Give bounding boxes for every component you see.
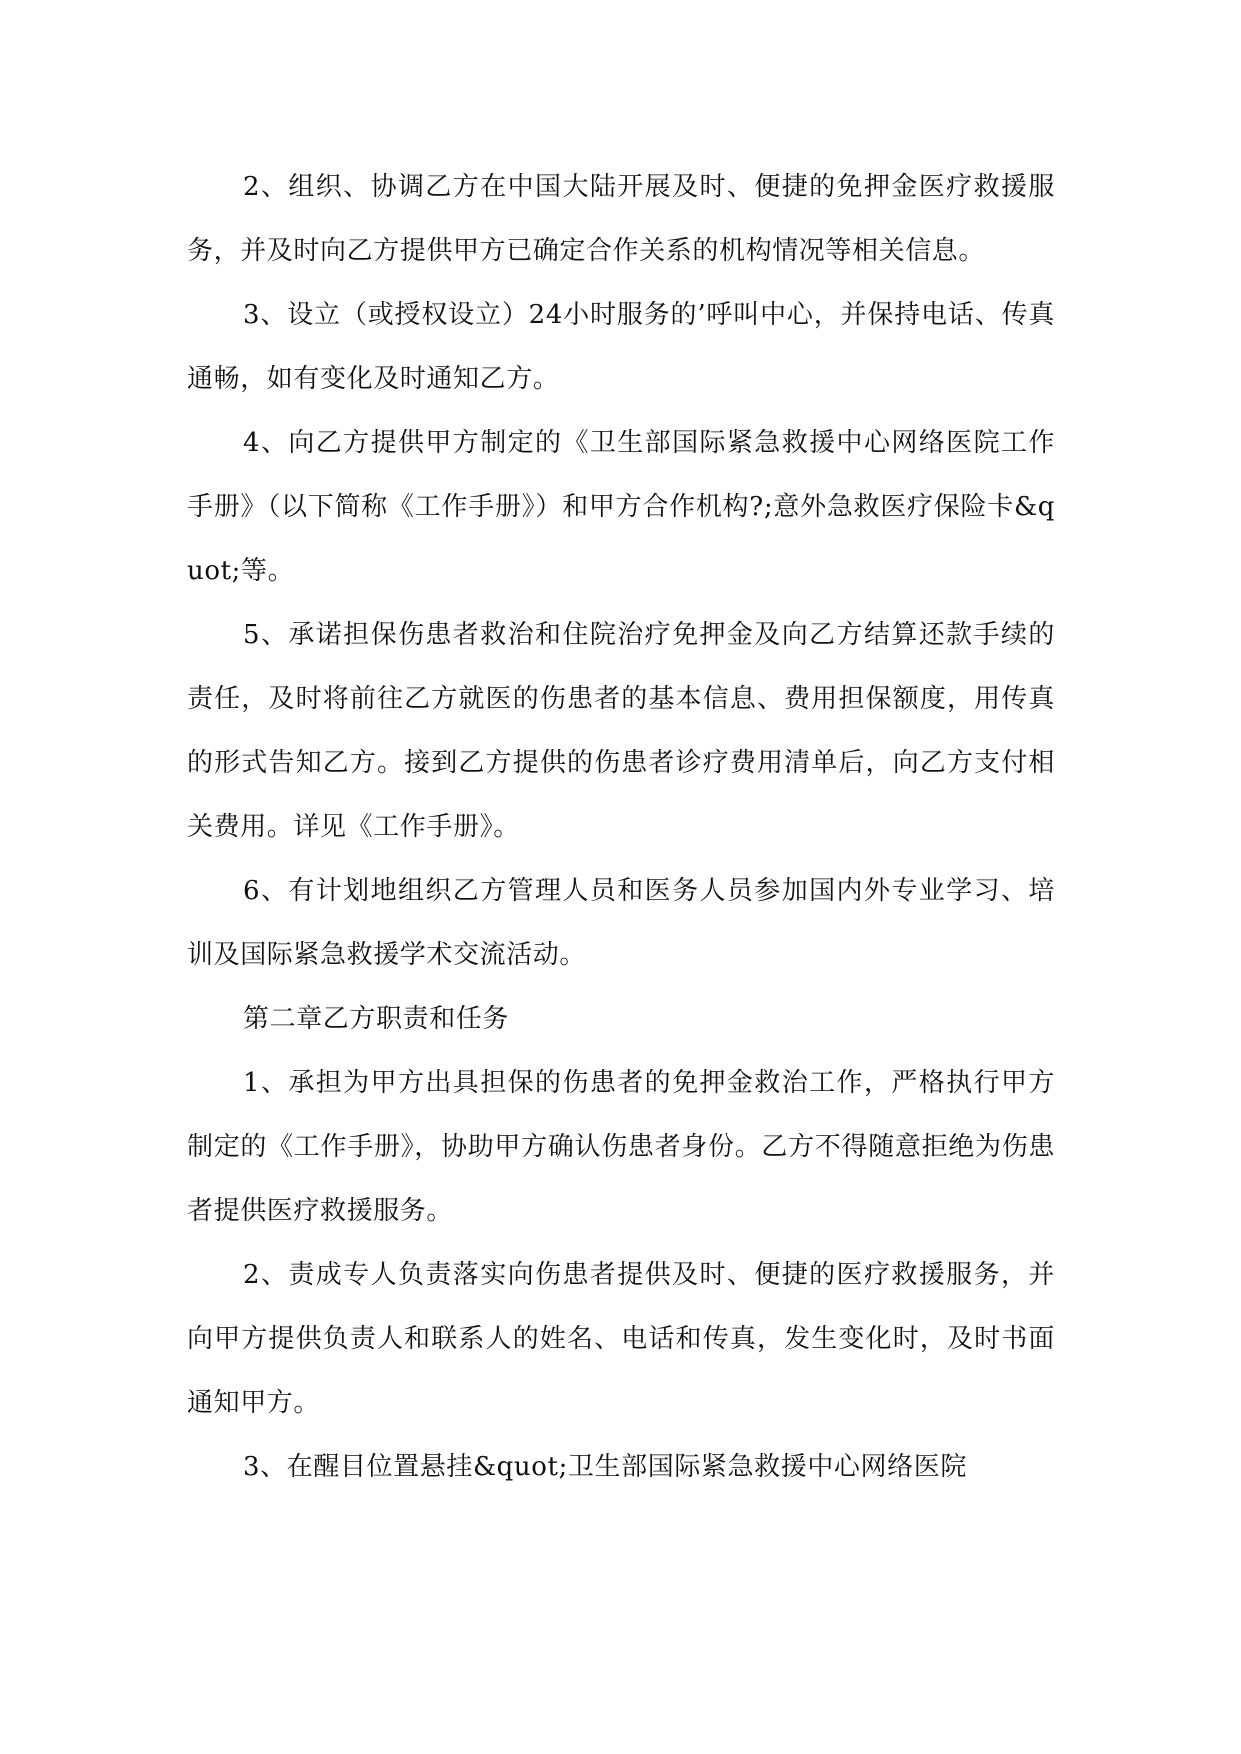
paragraph-4: 5、承诺担保伤患者救治和住院治疗免押金及向乙方结算还款手续的责任，及时将前往乙方就医的伤患者的基本信息、费用担保额度，用传真的形式告知乙方。接到乙方提供的伤患者诊疗费用清单后，向乙方支付相关费用。详见《工作手册》。 <box>187 620 1055 842</box>
paragraph-3: 4、向乙方提供甲方制定的《卫生部国际紧急救援中心网络医院工作手册》（以下简称《工作手册》）和甲方合作机构?;意外急救医疗保险卡&quot;等。 <box>187 428 1055 586</box>
paragraph-6: 1、承担为甲方出具担保的伤患者的免押金救治工作，严格执行甲方制定的《工作手册》，协助甲方确认伤患者身份。乙方不得随意拒绝为伤患者提供医疗救援服务。 <box>187 1068 1055 1226</box>
paragraph-8: 3、在醒目位置悬挂&quot;卫生部国际紧急救援中心网络医院 <box>243 1452 967 1482</box>
document-body <box>187 155 1055 1499</box>
paragraph-7: 2、责成专人负责落实向伤患者提供及时、便捷的医疗救援服务，并向甲方提供负责人和联系人的姓名、电话和传真，发生变化时，及时书面通知甲方。 <box>187 1260 1055 1418</box>
paragraph-2: 3、设立（或授权设立）24小时服务的’呼叫中心，并保持电话、传真通畅，如有变化及时通知乙方。 <box>187 300 1055 394</box>
chapter-heading: 第二章乙方职责和任务 <box>243 1004 510 1034</box>
paragraph-5: 6、有计划地组织乙方管理人员和医务人员参加国内外专业学习、培训及国际紧急救援学术交流活动。 <box>187 876 1055 970</box>
paragraph-1: 2、组织、协调乙方在中国大陆开展及时、便捷的免押金医疗救援服务，并及时向乙方提供甲方已确定合作关系的机构情况等相关信息。 <box>187 172 1055 266</box>
